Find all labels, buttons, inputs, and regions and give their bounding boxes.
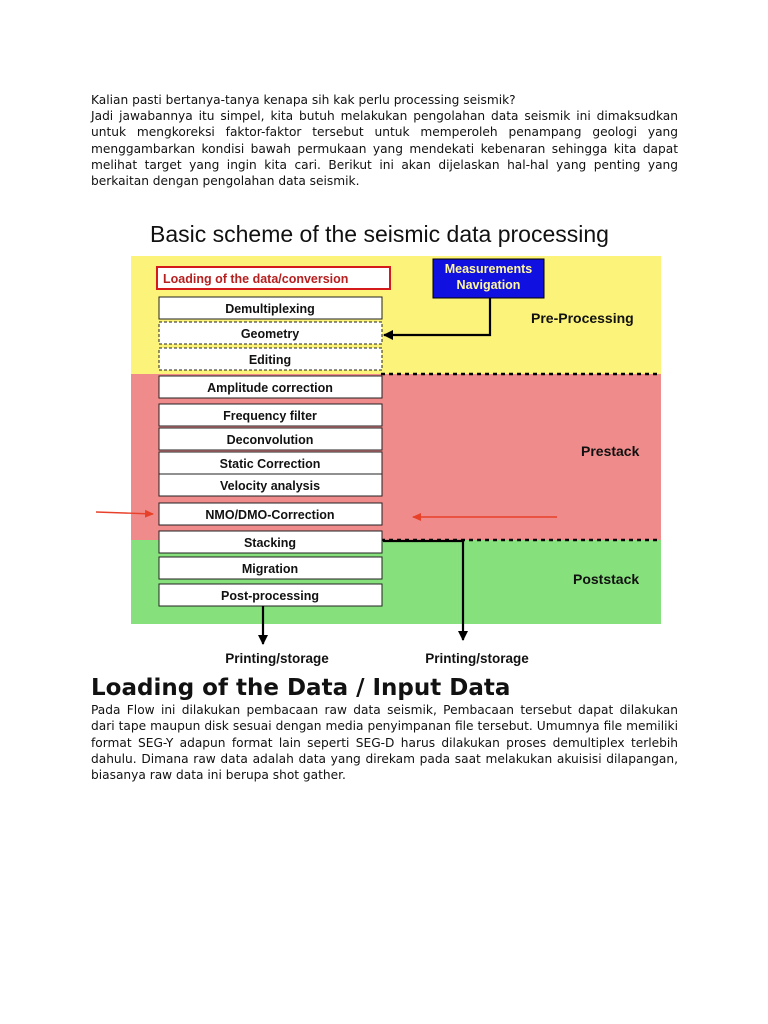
- processing-step-2: [159, 297, 382, 319]
- navigation-label: Navigation: [456, 278, 521, 292]
- processing-step-1: [157, 267, 390, 289]
- diagram-title: Basic scheme of the seismic data processing: [150, 221, 609, 247]
- processing-step-label: Demultiplexing: [225, 302, 315, 316]
- measurements-label: Measurements: [444, 262, 533, 276]
- processing-step-5: [159, 376, 382, 398]
- output-label-right: Printing/storage: [425, 651, 529, 666]
- processing-step-label: Editing: [248, 353, 292, 367]
- processing-step-12: [159, 557, 382, 579]
- processing-step-7: [159, 428, 382, 450]
- output-label-left: Printing/storage: [225, 651, 329, 666]
- processing-step-label: Static Correction: [219, 457, 321, 471]
- processing-step-label: Migration: [241, 562, 299, 576]
- processing-step-3: [159, 322, 382, 344]
- processing-step-10: [159, 503, 382, 525]
- processing-step-13: [159, 584, 382, 606]
- processing-step-8: [159, 452, 382, 474]
- processing-step-9: [159, 474, 382, 496]
- processing-step-label: Stacking: [243, 536, 297, 550]
- processing-step-label: NMO/DMO-Correction: [205, 508, 335, 522]
- zone-label-poststack: Poststack: [573, 571, 640, 587]
- intro-paragraph: Jadi jawabannya itu simpel, kita butuh melakukan pengolahan data seismik ini dimaksudkan untuk mengkoreksi faktor-faktor tersebut untuk memperoleh penampang geologi yang menggambarkan kondisi bawah permukaan yang mendekati kebenaran sehingga kita dapat melihat target yang ingin kita cari. Berikut ini akan dijelaskan hal-hal yang penting yang berkaitan dengan pengolahan data seismik.: [91, 109, 678, 189]
- processing-step-label: Frequency filter: [223, 409, 317, 423]
- zone-label-preprocessing: Pre-Processing: [531, 310, 634, 326]
- processing-step-label: Deconvolution: [226, 433, 314, 447]
- processing-step-label: Loading of the data/conversion: [163, 272, 349, 286]
- processing-step-4: [159, 348, 382, 370]
- processing-step-6: [159, 404, 382, 426]
- processing-step-label: Geometry: [240, 327, 300, 341]
- processing-step-label: Velocity analysis: [219, 479, 321, 493]
- zone-label-prestack: Prestack: [581, 443, 640, 459]
- processing-step-11: [159, 531, 382, 553]
- processing-step-label: Post-processing: [221, 589, 319, 603]
- section-paragraph: Pada Flow ini dilakukan pembacaan raw data seismik, Pembacaan tersebut dapat dilakukan dari tape maupun disk sesuai dengan media penyimpanan file tersebut. Umumnya file memiliki format SEG-Y adapun format lain seperti SEG-D harus dilakukan proses demultiplex terlebih dahulu. Dimana raw data adalah data yang direkam pada saat melakukan akuisisi dilapangan, biasanya raw data ini berupa shot gather.: [91, 703, 678, 783]
- intro-question: Kalian pasti bertanya-tanya kenapa sih kak perlu processing seismik?: [91, 93, 516, 107]
- processing-step-label: Amplitude correction: [207, 381, 333, 395]
- section-heading: Loading of the Data / Input Data: [91, 675, 511, 701]
